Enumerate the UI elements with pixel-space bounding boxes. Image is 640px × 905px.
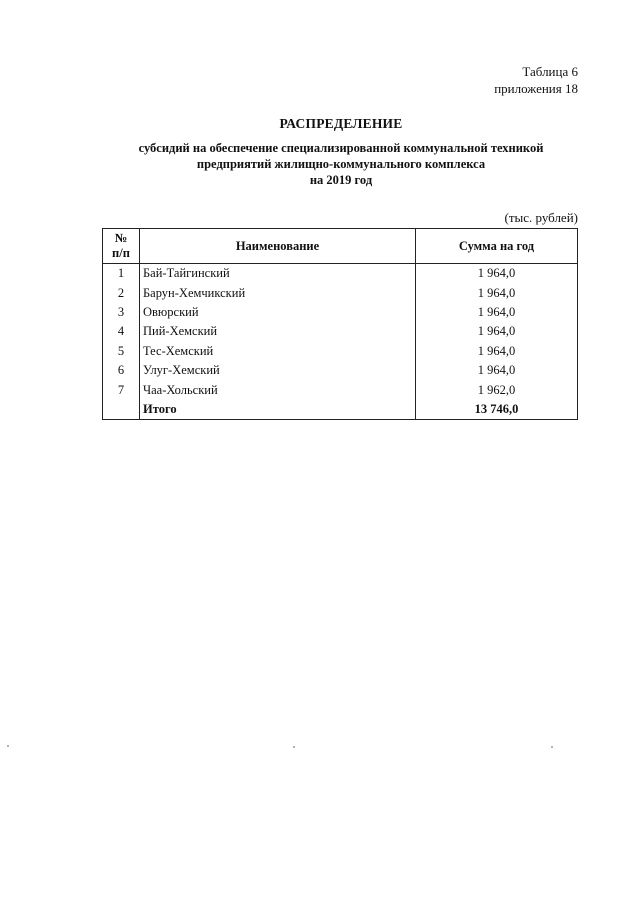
header-number-abbrev: п/п: [112, 246, 130, 260]
table-row: [103, 283, 578, 302]
header-name: Наименование: [140, 229, 416, 264]
table-reference-number: Таблица 6: [522, 64, 578, 79]
table-header-row: [103, 229, 578, 264]
subtitle-line-2: предприятий жилищно-коммунального комплекса: [196, 157, 486, 171]
total-sum: 13 746,0: [416, 400, 578, 420]
row-name: Барун-Хемчикский: [140, 283, 416, 302]
scan-speck: [7, 745, 9, 747]
row-number: 3: [103, 303, 140, 322]
table-row: [103, 322, 578, 341]
total-label: Итого: [140, 400, 416, 420]
subtitle-line-1: субсидий на обеспечение специализированной коммунальной техникой: [138, 141, 544, 155]
row-sum: 1 964,0: [416, 303, 578, 322]
row-sum: 1 964,0: [416, 361, 578, 380]
subtitle-line-3: на 2019 год: [309, 173, 373, 187]
total-number-cell: [103, 400, 140, 420]
row-name: Улуг-Хемский: [140, 361, 416, 380]
total-row: [103, 400, 578, 420]
units-label: (тыс. рублей): [504, 210, 578, 225]
row-sum: 1 962,0: [416, 380, 578, 399]
row-sum: 1 964,0: [416, 283, 578, 302]
row-sum: 1 964,0: [416, 264, 578, 284]
row-sum: 1 964,0: [416, 342, 578, 361]
row-name: Пий-Хемский: [140, 322, 416, 341]
table-row: [103, 361, 578, 380]
distribution-table: [102, 228, 578, 420]
header-number-symbol: №: [114, 231, 128, 245]
row-name: Бай-Тайгинский: [140, 264, 416, 284]
table-reference-appendix: приложения 18: [494, 81, 578, 96]
scan-speck: [551, 746, 553, 748]
document-title: РАСПРЕДЕЛЕНИЕ: [279, 116, 403, 131]
row-number: 1: [103, 264, 140, 284]
scan-speck: [293, 746, 295, 748]
row-number: 5: [103, 342, 140, 361]
header-number: [103, 229, 140, 264]
row-number: 6: [103, 361, 140, 380]
row-name: Овюрский: [140, 303, 416, 322]
table-row: [103, 264, 578, 284]
table-reference: [494, 63, 578, 97]
row-sum: 1 964,0: [416, 322, 578, 341]
row-number: 2: [103, 283, 140, 302]
row-number: 4: [103, 322, 140, 341]
row-name: Чаа-Хольский: [140, 380, 416, 399]
header-sum: Сумма на год: [416, 229, 578, 264]
row-name: Тес-Хемский: [140, 342, 416, 361]
table-row: [103, 303, 578, 322]
table-row: [103, 342, 578, 361]
table-row: [103, 380, 578, 399]
document-subtitle: [0, 140, 640, 188]
row-number: 7: [103, 380, 140, 399]
